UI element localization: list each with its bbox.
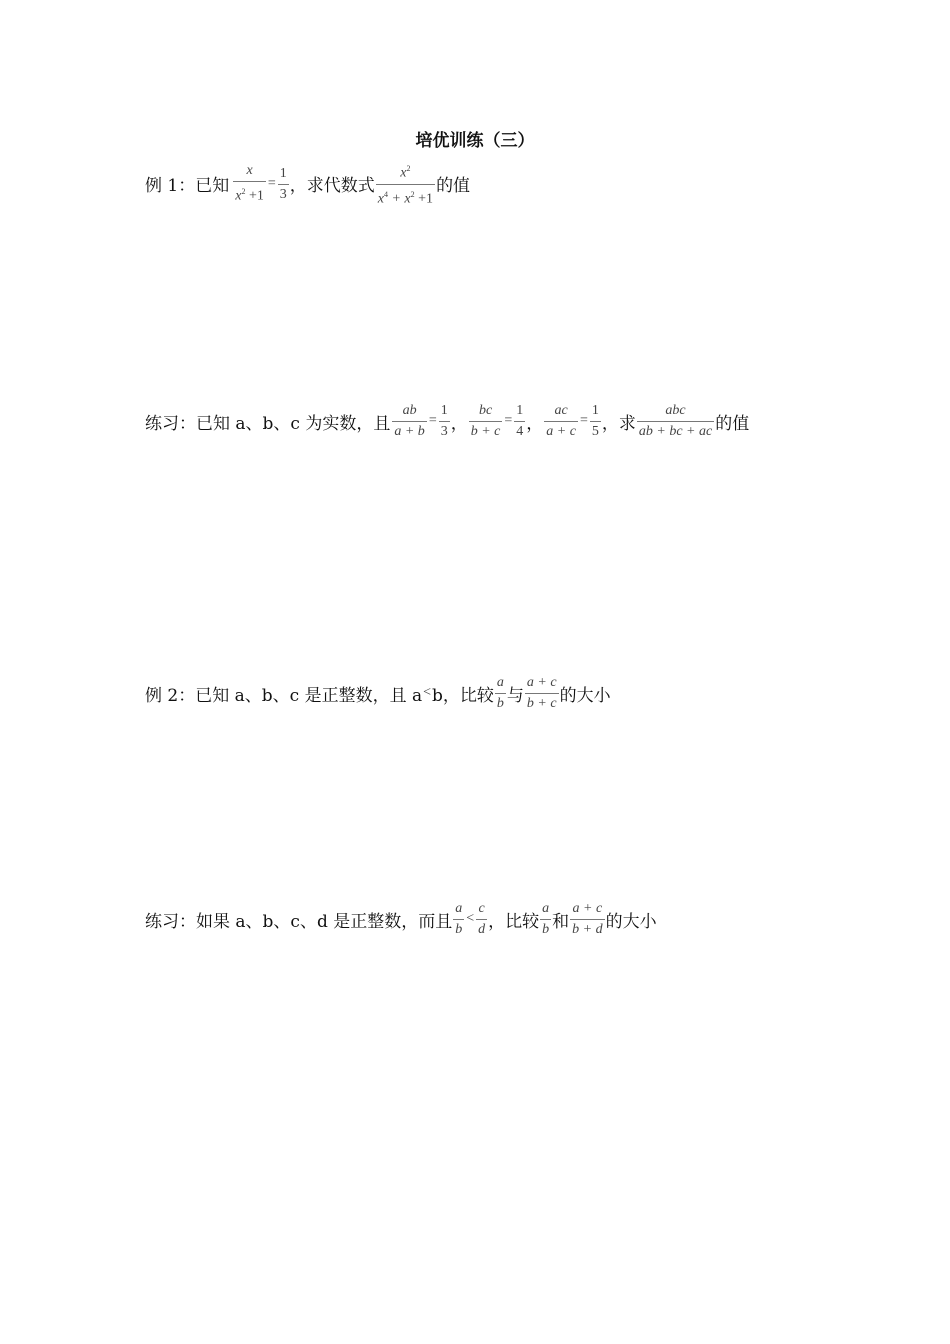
equals-sign: = [267, 175, 276, 191]
page-title: 培优训练（三） [415, 131, 535, 151]
less-than-sign: < [466, 911, 475, 926]
less-than-sign: < [423, 685, 432, 700]
fraction-bar [525, 693, 559, 694]
fraction-bar [495, 693, 506, 694]
frac-numerator: $x^2$ [400, 164, 411, 181]
equals-sign: = [579, 413, 588, 428]
fraction-a-plus-c-over-b-plus-d: $\frac{a + c}{b + d}$ [572, 901, 603, 937]
example-2-suffix: 的大小 [559, 685, 611, 706]
example-2-mid: b，比较 [432, 685, 494, 706]
frac-denominator: $x^4 + x^2 +1$ [377, 189, 434, 207]
fraction-bar [590, 421, 601, 422]
practice-2-suffix: 的大小 [605, 911, 657, 932]
fraction-one-fifth: $\frac{1}{5}$ [591, 403, 599, 439]
example-1-prefix: 例 1：已知 [145, 176, 230, 197]
fraction-ac-over-a-plus-c: $\frac{ac}{a + c}$ [546, 403, 576, 439]
fraction-bar [233, 181, 266, 182]
fraction-c-over-d: $\frac{c}{d}$ [478, 901, 486, 937]
fraction-one-third: $\frac{1}{3}$ [440, 403, 448, 439]
fraction-bar [469, 421, 503, 422]
conjunction-text: 和 [552, 911, 570, 932]
fraction-one-fourth: $\frac{1}{4}$ [516, 403, 524, 439]
fraction-x-over-x2plus1 [233, 162, 266, 205]
example-1-mid: ，求代数式 [289, 176, 375, 197]
conjunction-text: 与 [506, 685, 524, 706]
frac-denominator: $x^2 +1$ [235, 187, 264, 204]
fraction-bar [637, 421, 714, 422]
example-2 [145, 674, 611, 712]
frac-numerator: x [246, 163, 253, 179]
fraction-a-over-b: $\frac{a}{b}$ [496, 675, 504, 711]
comma: ， [526, 413, 544, 434]
fraction-a-over-b: $\frac{a}{b}$ [542, 901, 550, 937]
fraction-bar [540, 919, 551, 920]
fraction-one-third: $\frac{1}{3}$ [279, 165, 287, 202]
fraction-bar [476, 919, 487, 920]
fraction-bar [453, 919, 464, 920]
fraction-bar [514, 421, 525, 422]
example-1 [145, 160, 470, 207]
fraction-bar [392, 421, 426, 422]
fraction-target-expression [376, 160, 435, 207]
fraction-bar [570, 919, 604, 920]
practice-2 [145, 900, 657, 938]
fraction-a-over-b: $\frac{a}{b}$ [455, 901, 463, 937]
practice-1-prefix: 练习：已知 a、b、c 为实数，且 [145, 413, 391, 434]
example-2-prefix: 例 2：已知 a、b、c 是正整数，且 a [145, 685, 423, 706]
practice-2-prefix: 练习：如果 a、b、c、d 是正整数，而且 [145, 911, 453, 932]
equals-sign: = [504, 413, 513, 428]
fraction-ab-over-a-plus-b: $\frac{ab}{a + b}$ [394, 403, 425, 439]
practice-1-mid: ，求 [601, 413, 636, 434]
equals-sign: = [428, 413, 437, 428]
comma: ， [450, 413, 468, 434]
fraction-bar [544, 421, 578, 422]
fraction-a-plus-c-over-b-plus-c: $\frac{a + c}{b + c}$ [526, 675, 557, 711]
fraction-target-expression: $\frac{\text{abc}}{ab + bc + ac}$ [638, 403, 713, 439]
practice-2-mid: ，比较 [488, 911, 540, 932]
example-1-suffix: 的值 [436, 176, 471, 197]
practice-1 [145, 402, 749, 440]
fraction-bar [278, 184, 289, 185]
fraction-bar [439, 421, 450, 422]
fraction-bc-over-b-plus-c: $\frac{bc}{b + c}$ [470, 403, 501, 439]
fraction-bar [376, 184, 435, 185]
practice-1-suffix: 的值 [715, 413, 750, 434]
